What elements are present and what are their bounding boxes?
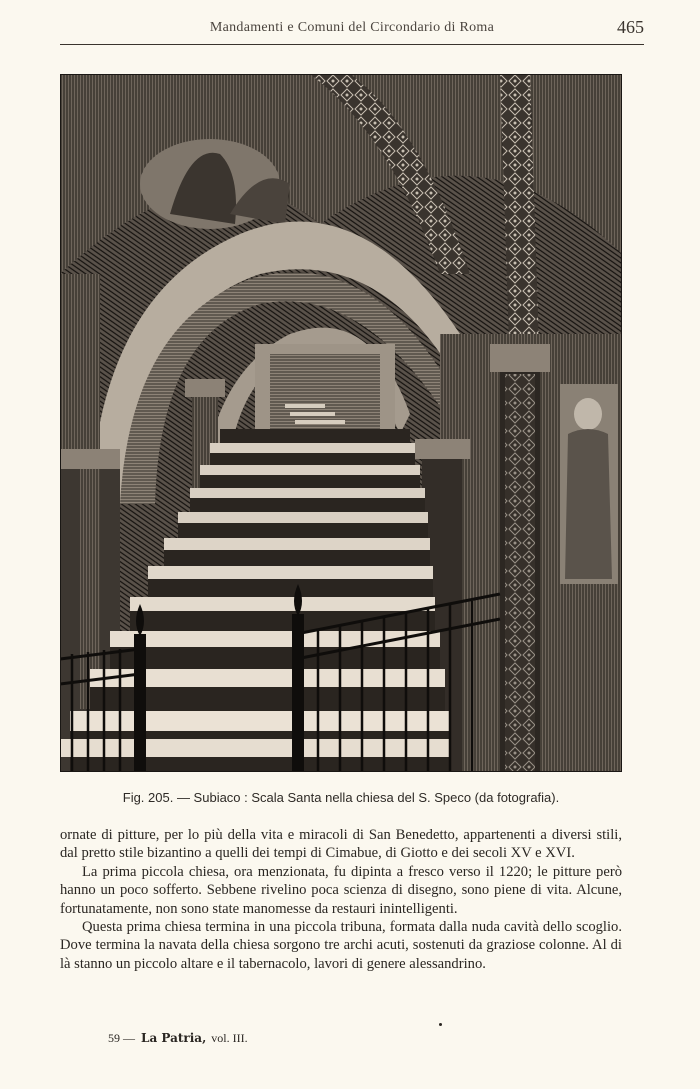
running-header [60,16,644,45]
body-text [60,826,622,973]
publication-title: La Patria, [141,1031,207,1045]
figure-caption: Fig. 205. — Subiaco : Scala Santa nella chiesa del S. Speco (da fotografia). [122,790,560,805]
paragraph: ornate di pitture, per lo più della vita e miracoli di San Benedetto, appartenenti a diversi stili, dal pretto stile bizantino a quelli dei tempi di Cimabue, di Giotto e dei secoli XV e XVI. [60,827,622,862]
page-footer [108,1031,248,1046]
page-number: 465 [617,17,644,37]
print-speck [439,1023,442,1026]
signature-mark: 59 — [108,1031,135,1045]
volume-label: vol. III. [211,1031,248,1045]
engraving-illustration [60,74,622,772]
header-title: Mandamenti e Comuni del Circondario di Roma [209,20,495,35]
paragraph: La prima piccola chiesa, ora menzionata, fu dipinta a fresco verso il 1220; le pitture però hanno un poco sofferto. Sebbene rivelino poca scienza di disegno, sono piene di vita. Alcune, fortunatamente, non sono state manomesse da restauri inintelligenti. [60,863,622,917]
paragraph: Questa prima chiesa termina in una piccola tribuna, formata dalla nuda cavità dello scoglio. Dove termina la navata della chiesa sorgono tre archi acuti, sostenuti da graziose colonne. Al di là stanno un piccolo altare e il tabernacolo, lavori di genere alessandrino. [60,919,622,972]
